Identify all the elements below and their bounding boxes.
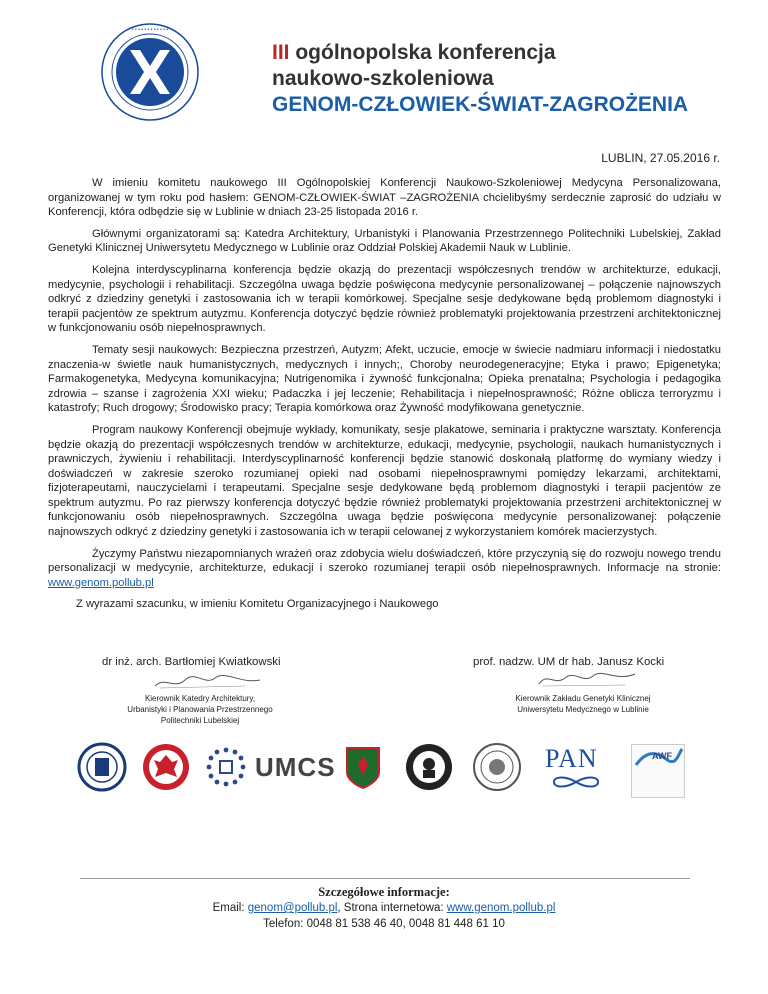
university-seal-icon bbox=[77, 742, 127, 792]
title-line1: ogólnopolska konferencja bbox=[289, 41, 556, 64]
paragraph-topics: Tematy sesji naukowych: Bezpieczna przestrzeń, Autyzm; Afekt, uczucie, emocje w świecie nadmiaru informacji i niedostatku znaczenia-w świetle nauk humanistycznych, medycznych i innych;, Choroby neurodegeneracyjne; Etyka i prawo; Epigenetyka; Farmakogenetyka, Medycyna komunikacyjna; Nutrigenomika i żywność funkcjonalna; Opieka prenatalna; Psychologia i pedagogika zdrowia – szanse i zagrożenia XXI wieku; Padaczka i jej leczenie; Rehabilitacja i niepełnosprawność; Różne oblicza terroryzmu i katastrofy; Ruch drogowy; Środowisko pracy; Terapia komórkowa oraz Żywność modyfikowana genetycznie. bbox=[48, 343, 721, 415]
signatory-right-title bbox=[478, 693, 688, 715]
footer-contact bbox=[0, 900, 768, 916]
footer bbox=[0, 884, 768, 932]
partner-logos bbox=[0, 736, 768, 802]
caption-line: Urbanistyki i Planowania Przestrzennego bbox=[127, 705, 273, 714]
caption-line: Kierownik Katedry Architektury, bbox=[144, 694, 256, 703]
footer-website-link[interactable]: www.genom.pollub.pl bbox=[446, 902, 556, 914]
paragraph-overview: Kolejna interdyscyplinarna konferencja będzie okazją do prezentacji współczesnych trendów w architekturze, edukacji, medycynie, psychologii i rehabilitacji. Szczególna uwaga będzie poświęcona medycynie personalizowanej – połączenie najnowszych odkryć z dziedziny genetyki i zastosowania ich w terapii komórkowej. Specjalne sesje dedykowane będą problemom diagnostyki i terapii pacjentów ze spektrum autyzmu. Konferencja dotyczyć będzie również problematyki projektowania przestrzeni architektonicznej w funkcjonowaniu osób niepełnosprawnych. bbox=[48, 263, 721, 335]
site-label: , Strona internetowa: bbox=[337, 902, 447, 914]
society-seal-icon bbox=[472, 742, 522, 792]
signatory-left-title bbox=[100, 693, 300, 726]
conference-emblem-icon bbox=[100, 22, 200, 122]
signature-left-icon bbox=[150, 672, 270, 692]
footer-heading: Szczegółowe informacje: bbox=[318, 885, 450, 899]
footer-phone: Telefon: 0048 81 538 46 40, 0048 81 448 61 10 bbox=[263, 918, 505, 930]
caption-line: Politechniki Lubelskiej bbox=[160, 716, 240, 725]
email-label: Email: bbox=[212, 902, 248, 914]
pan-logo: PAN bbox=[545, 744, 598, 773]
closing-text: Życzymy Państwu niezapomnianych wrażeń oraz zdobycia wielu doświadczeń, które przyczynią się do rozwoju nowego trendu personalizacji w medycynie, architekturze, edukacji i szeroko rozumianej terapii osób niepełnosprawnych. Informacje na stronie: bbox=[48, 547, 721, 575]
awf-logo bbox=[631, 744, 685, 798]
crest-icon bbox=[345, 746, 381, 790]
letter-date: LUBLIN, 27.05.2016 r. bbox=[601, 151, 720, 165]
eagle-emblem-icon bbox=[141, 742, 191, 792]
title-line2: naukowo-szkoleniowa bbox=[272, 67, 494, 90]
paragraph-closing bbox=[48, 547, 721, 591]
paragraph-organizers: Głównymi organizatorami są: Katedra Architektury, Urbanistyki i Planowania Przestrzennego Politechniki Lubelskiej, Zakład Genetyki Klinicznej Uniwersytetu Medycznego w Lublinie oraz Oddział Polskiej Akademii Nauk w Lublinie. bbox=[48, 227, 721, 255]
regards-line: Z wyrazami szacunku, w imieniu Komitetu Organizacyjnego i Naukowego bbox=[76, 598, 439, 611]
paragraph-invitation: W imieniu komitetu naukowego III Ogólnopolskiej Konferencji Naukowo-Szkoleniowej Medycyna Personalizowana, organizowanej w tym roku pod hasłem: GENOM-CZŁOWIEK-ŚWIAT –ZAGROŻENIA chcielibyśmy serdecznie zaprosić do udziału w Konferencji, która odbędzie się w Lublinie w dniach 23-25 listopada 2016 r. bbox=[48, 177, 721, 219]
eu-stars-icon bbox=[205, 746, 247, 788]
awf-label: AWF bbox=[652, 751, 672, 761]
title-motto: GENOM-CZŁOWIEK-ŚWIAT-ZAGROŻENIA bbox=[272, 93, 689, 116]
caption-line: Uniwersytetu Medycznego w Lublinie bbox=[517, 705, 649, 714]
letter-body bbox=[48, 176, 721, 619]
title-edition: III bbox=[272, 41, 290, 64]
email-link[interactable]: genom@pollub.pl bbox=[247, 902, 338, 914]
signature-right-icon bbox=[535, 668, 645, 690]
signatory-right-name: prof. nadzw. UM dr hab. Janusz Kocki bbox=[473, 656, 665, 668]
signatory-left-name: dr inż. arch. Bartłomiej Kwiatkowski bbox=[102, 656, 281, 668]
academy-seal-icon bbox=[404, 742, 454, 792]
svg-text:• • • • • • • • • • • •: • • • • • • • • • • • • bbox=[131, 27, 169, 33]
caption-line: Kierownik Zakładu Genetyki Klinicznej bbox=[515, 694, 651, 703]
umcs-logo: UMCS bbox=[255, 752, 336, 782]
conference-title bbox=[272, 40, 688, 118]
paragraph-program: Program naukowy Konferencji obejmuje wykłady, komunikaty, sesje plakatowe, seminaria i praktyczne warsztaty. Konferencja będzie okazją do prezentacji współczesnych trendów w architekturze, edukacji, medycynie, psychologii, naukach humanistycznych i prawniczych, żywieniu i rehabilitacji. Interdyscyplinarność konferencji będzie stanowić doskonałą platformę do wymiany wiedzy i doświadczeń w zakresie szeroko rozumianej opieki nad osobami niepełnosprawnymi pomiędzy lekarzami, architektami, fizjoterapeutami, nauczycielami i terapeutami. Specjalne sesje dedykowane będą problemom diagnostyki i terapii pacjentów ze spektrum autyzmu. Po raz pierwszy konferencja dotyczyć będzie również problematyki projektowania przestrzeni architektonicznej w funkcjonowaniu osób niepełnosprawnych. Szczególna uwaga będzie poświęcona medycynie personalizowanej: połączenie najnowszych odkryć z dziedziny genetyki i zastosowania ich w terapii celowanej z wykorzystaniem komórek macierzystych. bbox=[48, 423, 721, 539]
website-link[interactable]: www.genom.pollub.pl bbox=[48, 576, 154, 589]
pan-infinity-icon bbox=[546, 774, 606, 790]
footer-divider bbox=[80, 878, 690, 879]
